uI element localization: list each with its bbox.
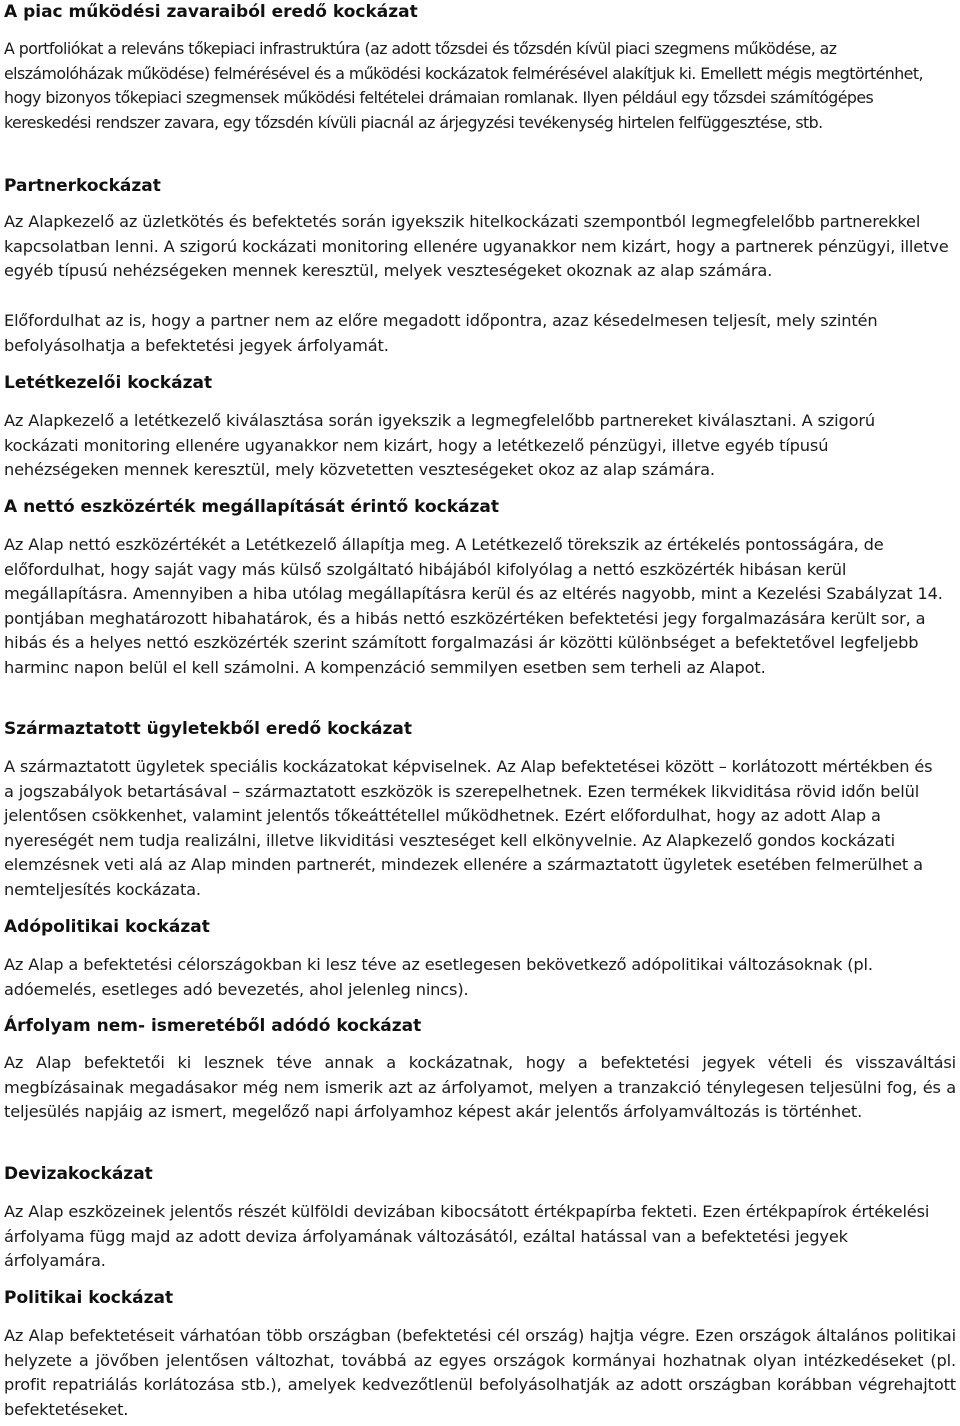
section-heading-political-risk: Politikai kockázat [4, 1288, 174, 1308]
section-heading-derivatives-risk: Származtatott ügyletekből eredő kockázat [4, 719, 412, 739]
section-paragraph: Az Alap eszközeinek jelentős részét külföldi devizában kibocsátott értékpapírba fekteti. Ezen értékpapírok értékelési árfolyama függ majd az adott deviza árfolyamának változásától, ezáltal hatással van a befektetési jegyek árfolyamára. [4, 1202, 930, 1271]
section-paragraph: A portfoliókat a releváns tőkepiaci infrastruktúra (az adott tőzsdei és tőzsdén kívül piaci szegmens működése, az elszámolóházak működése) felmérésével és a működési kockázatok felmérésével alakítjuk ki. Emellett mégis megtörténhet, hogy bizonyos tőkepiaci szegmensek működési feltételei drámaian romlanak. Ilyen például egy tőzsdei számítógépes kereskedési rendszer zavara, egy tőzsdén kívüli piacnál az árjegyzési tevékenység hirtelen felfüggesztése, stb. [4, 39, 923, 132]
section-paragraph: A származtatott ügyletek speciális kockázatokat képviselnek. Az Alap befektetései között – korlátozott mértékben és a jogszabályok betartásával – származtatott eszközök is szerepelhetnek. Ezen termékek likviditása rövid időn belül jelentősen csökkenhet, valamint jelentős tőkeáttétellel működhetnek. Ezért előfordulhat, hogy az adott Alap a nyereségét nem tudja realizálni, illetve likviditási veszteséget kell elkönyvelnie. Az Alapkezelő gondos kockázati elemzésnek veti alá az Alap minden partnerét, mindezek ellenére a származtatott ügyletek esetében felmerülhet a nemteljesítés kockázata. [4, 757, 933, 899]
section-heading-nav-risk: A nettó eszközérték megállapítását érintő kockázat [4, 497, 500, 517]
section-paragraph: Az Alap a befektetési célországokban ki lesz téve az esetlegesen bekövetkező adópolitikai változásoknak (pl. adóemelés, esetleges adó bevezetés, ahol jelenleg nincs). [4, 955, 873, 999]
section-paragraph: Az Alap befektetői ki lesznek téve annak a kockázatnak, hogy a befektetési jegyek vételi és visszaváltási megbízásainak megadásakor még nem ismerik azt az árfolyamot, melyen a tranzakció ténylegesen teljesülni fog, és a teljesülés napjáig az ismert, megelőző napi árfolyamhoz képest akár jelentős árfolyamváltozás is történhet. [4, 1053, 956, 1122]
section-paragraph: Az Alapkezelő a letétkezelő kiválasztása során igyekszik a legmegfelelőbb partnereket kiválasztani. A szigorú kockázati monitoring ellenére ugyanakkor nem kizárt, hogy a letétkezelő pénzügyi, illetve egyéb típusú nehézségeken mennek keresztül, mely közvetetten veszteségeket okoz az alap számára. [4, 411, 875, 480]
section-paragraph: Az Alap befektetéseit várhatóan több országban (befektetési cél ország) hajtja végre. Ezen országok általános politikai helyzete a jövőben jelentősen változhat, továbbá az egyes országok kormányai hozhatnak olyan intézkedéseket (pl. profit repatriálás korlátozása stb.), amelyek kedvezőtlenül befolyásolhatják az adott országban korábban végrehajtott befektetéseket. [4, 1326, 956, 1419]
section-heading-tax-policy-risk: Adópolitikai kockázat [4, 917, 210, 937]
section-heading-currency-risk: Devizakockázat [4, 1164, 153, 1184]
section-heading-market-disruption: A piac működési zavaraiból eredő kockázat [4, 2, 418, 22]
section-heading-price-unknown-risk: Árfolyam nem- ismeretéből adódó kockázat [4, 1016, 422, 1036]
section-paragraph: Az Alap nettó eszközértékét a Letétkezelő állapítja meg. A Letétkezelő törekszik az értékelés pontosságára, de előfordulhat, hogy saját vagy más külső szolgáltató hibájából kifolyólag a nettó eszközérték hibásan kerül megállapításra. Amennyiben a hiba utólag megállapításra kerül és az eltérés nagyobb, mint a Kezelési Szabályzat 14. pontjában meghatározott hibahatárok, és a hibás nettó eszközértéken befektetési jegy forgalmazására került sor, a hibás és a helyes nettó eszközérték szerint számított forgalmazási ár közötti különbséget a befektetővel legfeljebb harminc napon belül el kell számolni. A kompenzáció semmilyen esetben sem terheli az Alapot. [4, 535, 943, 677]
section-paragraph: Előfordulhat az is, hogy a partner nem az előre megadott időpontra, azaz késedelmesen teljesít, mely szintén befolyásolhatja a befektetési jegyek árfolyamát. [4, 311, 878, 355]
section-heading-custodian-risk: Letétkezelői kockázat [4, 373, 213, 393]
section-paragraph: Az Alapkezelő az üzletkötés és befektetés során igyekszik hitelkockázati szempontból legmegfelelőbb partnerekkel kapcsolatban lenni. A szigorú kockázati monitoring ellenére ugyanakkor nem kizárt, hogy a partnerek pénzügyi, illetve egyéb típusú nehézségeken mennek keresztül, melyek veszteségeket okoznak az alap számára. [4, 212, 949, 281]
section-heading-partner-risk: Partnerkockázat [4, 176, 161, 196]
